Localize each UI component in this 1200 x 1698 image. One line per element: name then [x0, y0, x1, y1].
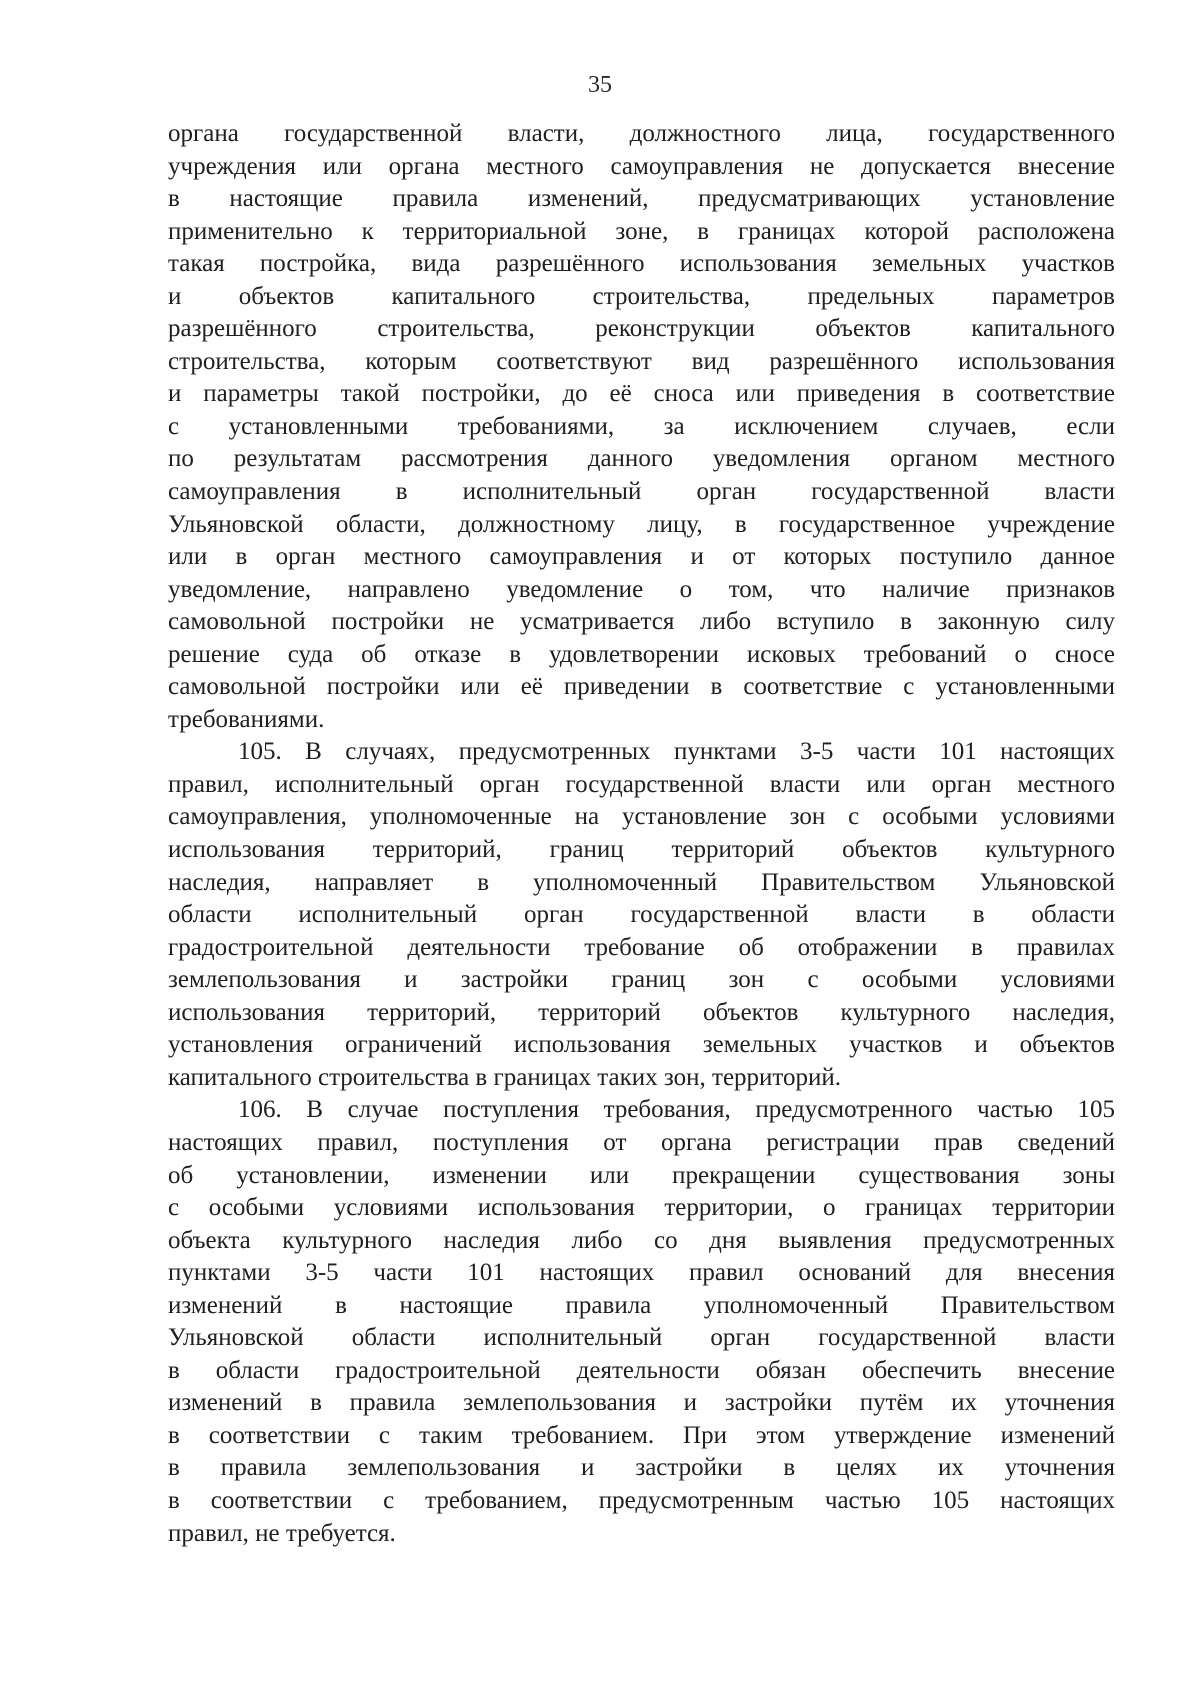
- text-line: решение суда об отказе в удовлетворении исковых требований о сносе: [168, 640, 1115, 668]
- paragraph: [168, 736, 1115, 1094]
- page-number: 35: [588, 72, 612, 98]
- text-line: в соответствии с таким требованием. При этом утверждение изменений: [168, 1421, 1115, 1449]
- text-line: органа государственной власти, должностного лица, государственного: [168, 120, 1115, 147]
- text-line: с особыми условиями использования территории, о границах территории: [168, 1194, 1115, 1222]
- text-line: использования территорий, границ территорий объектов культурного: [168, 836, 1115, 864]
- text-line: строительства, которым соответствуют вид разрешённого использования: [168, 347, 1115, 375]
- text-line: установления ограничений использования земельных участков и объектов: [168, 1031, 1115, 1059]
- text-line: в настоящие правила изменений, предусматривающих установление: [168, 185, 1115, 213]
- text-line: самоуправления в исполнительный орган государственной власти: [168, 478, 1115, 506]
- text-line: самовольной постройки или её приведении в соответствие с установленными: [168, 673, 1115, 701]
- paragraph: [168, 1094, 1115, 1550]
- text-line: разрешённого строительства, реконструкции объектов капитального: [168, 315, 1115, 343]
- text-line: правил, не требуется.: [168, 1519, 396, 1547]
- text-line: пунктами 3-5 части 101 настоящих правил оснований для внесения: [168, 1259, 1115, 1287]
- text-line: самоуправления, уполномоченные на установление зон с особыми условиями: [168, 803, 1115, 831]
- text-line: и параметры такой постройки, до её сноса или приведения в соответствие: [168, 380, 1115, 408]
- text-line: настоящих правил, поступления от органа регистрации прав сведений: [168, 1128, 1115, 1156]
- text-line: правил, исполнительный орган государственной власти или орган местного: [168, 770, 1115, 798]
- text-line: капитального строительства в границах таких зон, территорий.: [168, 1063, 842, 1091]
- text-line: по результатам рассмотрения данного уведомления органом местного: [168, 445, 1115, 473]
- text-line: Ульяновской области исполнительный орган государственной власти: [168, 1324, 1115, 1352]
- text-line: требованиями.: [168, 705, 325, 733]
- text-line: изменений в настоящие правила уполномоченный Правительством: [168, 1291, 1115, 1319]
- text-line: с установленными требованиями, за исключением случаев, если: [168, 412, 1115, 440]
- text-line: градостроительной деятельности требование об отображении в правилах: [168, 933, 1115, 961]
- text-line: применительно к территориальной зоне, в границах которой расположена: [168, 217, 1115, 245]
- text-line: 106. В случае поступления требования, предусмотренного частью 105: [238, 1096, 1115, 1124]
- text-line: землепользования и застройки границ зон с особыми условиями: [168, 966, 1115, 994]
- text-line: такая постройка, вида разрешённого использования земельных участков: [168, 250, 1115, 278]
- text-line: 105. В случаях, предусмотренных пунктами 3-5 части 101 настоящих: [238, 738, 1115, 766]
- document-body: [168, 118, 1115, 1550]
- text-line: в области градостроительной деятельности обязан обеспечить внесение: [168, 1356, 1115, 1384]
- text-line: учреждения или органа местного самоуправления не допускается внесение: [168, 152, 1115, 180]
- text-line: области исполнительный орган государственной власти в области: [168, 901, 1115, 929]
- text-line: самовольной постройки не усматривается либо вступило в законную силу: [168, 608, 1115, 636]
- paragraph: [168, 118, 1115, 736]
- text-line: об установлении, изменении или прекращении существования зоны: [168, 1161, 1115, 1189]
- text-line: наследия, направляет в уполномоченный Правительством Ульяновской: [168, 868, 1115, 896]
- text-line: в соответствии с требованием, предусмотренным частью 105 настоящих: [168, 1486, 1115, 1514]
- text-line: в правила землепользования и застройки в целях их уточнения: [168, 1454, 1115, 1482]
- text-line: объекта культурного наследия либо со дня выявления предусмотренных: [168, 1226, 1115, 1254]
- text-line: изменений в правила землепользования и застройки путём их уточнения: [168, 1389, 1115, 1417]
- text-line: и объектов капитального строительства, предельных параметров: [168, 282, 1115, 310]
- text-line: использования территорий, территорий объектов культурного наследия,: [168, 998, 1115, 1026]
- text-line: уведомление, направлено уведомление о том, что наличие признаков: [168, 575, 1115, 603]
- text-line: Ульяновской области, должностному лицу, в государственное учреждение: [168, 510, 1115, 538]
- text-line: или в орган местного самоуправления и от которых поступило данное: [168, 543, 1115, 571]
